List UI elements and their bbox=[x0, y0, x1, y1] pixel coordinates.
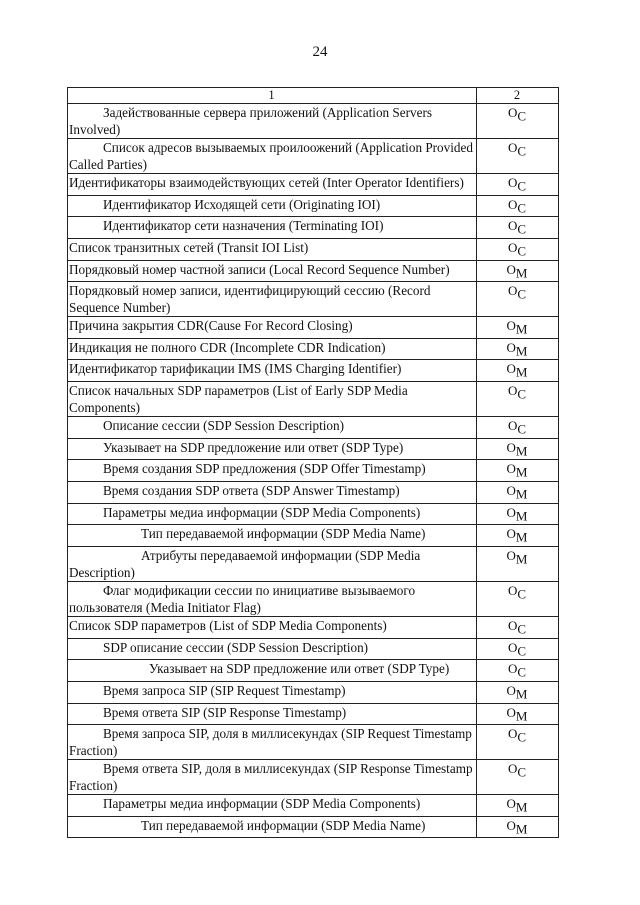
page-number: 24 bbox=[312, 44, 328, 60]
category-subscript: M bbox=[515, 265, 528, 281]
category-subscript: C bbox=[517, 621, 527, 637]
category-cell bbox=[477, 725, 559, 760]
parameter-name-cell: Порядковый номер частной записи (Local Record Sequence Number) bbox=[68, 260, 477, 282]
parameter-name-cell: Список начальных SDP параметров (List of Early SDP Media Components) bbox=[68, 382, 477, 417]
category-code: O bbox=[507, 726, 518, 742]
category-code: O bbox=[507, 418, 518, 434]
category-code: O bbox=[506, 682, 516, 698]
table-row bbox=[68, 795, 559, 817]
category-subscript: M bbox=[515, 799, 528, 815]
table-row bbox=[68, 174, 559, 196]
category-subscript: M bbox=[515, 551, 528, 567]
category-subscript: C bbox=[517, 764, 527, 780]
table-row bbox=[68, 460, 559, 482]
parameters-table bbox=[67, 87, 559, 838]
parameter-name-cell: Порядковый номер записи, идентифицирующий сессию (Record Sequence Number) bbox=[68, 282, 477, 317]
table-row bbox=[68, 616, 559, 638]
category-subscript: C bbox=[517, 143, 527, 159]
category-cell bbox=[477, 217, 559, 239]
parameter-name-cell: Указывает на SDP предложение или ответ (SDP Type) bbox=[68, 660, 477, 682]
category-code: O bbox=[506, 817, 516, 833]
category-subscript: M bbox=[515, 443, 528, 459]
category-cell bbox=[477, 703, 559, 725]
category-code: O bbox=[506, 318, 516, 334]
category-subscript: M bbox=[515, 343, 528, 359]
table-row bbox=[68, 681, 559, 703]
parameter-name-cell: Индикация не полного CDR (Incomplete CDR Indication) bbox=[68, 338, 477, 360]
table-row bbox=[68, 660, 559, 682]
category-subscript: M bbox=[515, 708, 528, 724]
category-cell bbox=[477, 139, 559, 174]
category-code: O bbox=[506, 339, 516, 355]
category-code: O bbox=[507, 582, 518, 598]
category-code: O bbox=[507, 105, 518, 120]
category-subscript: M bbox=[515, 321, 528, 337]
parameter-name-cell: Список адресов вызываемых проилоожений (Application Provided Called Parties) bbox=[68, 139, 477, 174]
category-subscript: M bbox=[515, 686, 528, 702]
category-subscript: M bbox=[515, 365, 528, 381]
category-subscript: C bbox=[517, 108, 527, 124]
category-code: O bbox=[507, 218, 518, 234]
category-cell bbox=[477, 104, 559, 139]
table-row bbox=[68, 525, 559, 547]
table-row bbox=[68, 703, 559, 725]
parameter-name-cell: Атрибуты передаваемой информации (SDP Media Description) bbox=[68, 546, 477, 581]
category-code: O bbox=[507, 239, 518, 255]
parameter-name-cell: Идентификатор сети назначения (Terminating IOI) bbox=[68, 217, 477, 239]
parameter-name-cell: Тип передаваемой информации (SDP Media Name) bbox=[68, 816, 477, 838]
category-cell bbox=[477, 195, 559, 217]
table-row bbox=[68, 760, 559, 795]
parameter-name-cell: Время запроса SIP (SIP Request Timestamp) bbox=[68, 681, 477, 703]
table-header-row bbox=[68, 88, 559, 104]
category-cell bbox=[477, 360, 559, 382]
category-subscript: C bbox=[517, 200, 527, 216]
category-cell bbox=[477, 238, 559, 260]
category-cell bbox=[477, 460, 559, 482]
category-subscript: C bbox=[517, 178, 527, 194]
category-code: O bbox=[507, 175, 518, 190]
parameter-name-cell: Параметры медиа информации (SDP Media Components) bbox=[68, 503, 477, 525]
parameter-name-cell: Список SDP параметров (List of SDP Media Components) bbox=[68, 616, 477, 638]
parameter-name-cell: Задействованные сервера приложений (Application Servers Involved) bbox=[68, 104, 477, 139]
category-cell bbox=[477, 660, 559, 682]
category-cell bbox=[477, 482, 559, 504]
table-row bbox=[68, 482, 559, 504]
category-code: O bbox=[506, 796, 516, 812]
parameter-name-cell: Тип передаваемой информации (SDP Media Name) bbox=[68, 525, 477, 547]
category-subscript: M bbox=[515, 465, 528, 481]
table-row bbox=[68, 217, 559, 239]
category-code: O bbox=[507, 617, 518, 633]
table-row bbox=[68, 317, 559, 339]
category-subscript: M bbox=[515, 508, 528, 524]
category-code: O bbox=[507, 661, 518, 677]
category-code: O bbox=[507, 761, 518, 777]
category-code: O bbox=[506, 361, 516, 377]
parameter-name-cell: Флаг модификации сессии по инициативе вызываемого пользователя (Media Initiator Flag) bbox=[68, 581, 477, 616]
header-col-1: 1 bbox=[68, 88, 477, 104]
table-row bbox=[68, 338, 559, 360]
parameter-name-cell: Список транзитных сетей (Transit IOI List) bbox=[68, 238, 477, 260]
category-code: O bbox=[506, 439, 516, 455]
category-code: O bbox=[507, 196, 518, 212]
category-cell bbox=[477, 760, 559, 795]
table-row bbox=[68, 581, 559, 616]
parameter-name-cell: SDP описание сессии (SDP Session Description) bbox=[68, 638, 477, 660]
category-subscript: C bbox=[517, 386, 527, 402]
parameter-name-cell: Параметры медиа информации (SDP Media Components) bbox=[68, 795, 477, 817]
table-row bbox=[68, 438, 559, 460]
parameter-name-cell: Указывает на SDP предложение или ответ (SDP Type) bbox=[68, 438, 477, 460]
category-cell bbox=[477, 317, 559, 339]
category-code: O bbox=[506, 504, 516, 520]
category-code: O bbox=[507, 283, 518, 299]
category-cell bbox=[477, 546, 559, 581]
category-code: O bbox=[506, 547, 516, 563]
category-code: O bbox=[507, 140, 518, 155]
category-code: O bbox=[506, 261, 516, 277]
category-cell bbox=[477, 795, 559, 817]
parameter-name-cell: Идентификатор тарификации IMS (IMS Charging Identifier) bbox=[68, 360, 477, 382]
parameter-name-cell: Идентификатор Исходящей сети (Originating IOI) bbox=[68, 195, 477, 217]
table-row bbox=[68, 104, 559, 139]
parameter-name-cell: Описание сессии (SDP Session Description) bbox=[68, 417, 477, 439]
table-row bbox=[68, 382, 559, 417]
category-cell bbox=[477, 382, 559, 417]
table-row bbox=[68, 238, 559, 260]
parameter-name-cell: Идентификаторы взаимодействующих сетей (Inter Operator Identifiers) bbox=[68, 174, 477, 196]
category-code: O bbox=[506, 461, 516, 477]
category-cell bbox=[477, 438, 559, 460]
category-cell bbox=[477, 681, 559, 703]
category-cell bbox=[477, 282, 559, 317]
parameter-name-cell: Время ответа SIP (SIP Response Timestamp) bbox=[68, 703, 477, 725]
category-code: O bbox=[506, 483, 516, 499]
category-subscript: C bbox=[517, 286, 527, 302]
category-cell bbox=[477, 581, 559, 616]
table-row bbox=[68, 546, 559, 581]
table-row bbox=[68, 417, 559, 439]
table-row bbox=[68, 195, 559, 217]
category-subscript: C bbox=[517, 729, 527, 745]
category-code: O bbox=[506, 526, 516, 542]
category-cell bbox=[477, 816, 559, 838]
category-subscript: M bbox=[515, 529, 528, 545]
table-row bbox=[68, 282, 559, 317]
parameter-name-cell: Время ответа SIP, доля в миллисекундах (SIP Response Timestamp Fraction) bbox=[68, 760, 477, 795]
category-cell bbox=[477, 260, 559, 282]
category-subscript: C bbox=[517, 421, 527, 437]
category-cell bbox=[477, 525, 559, 547]
table-row bbox=[68, 638, 559, 660]
category-cell bbox=[477, 174, 559, 196]
category-subscript: M bbox=[515, 821, 528, 837]
category-code: O bbox=[506, 704, 516, 720]
parameter-name-cell: Время запроса SIP, доля в миллисекундах (SIP Request Timestamp Fraction) bbox=[68, 725, 477, 760]
table-row bbox=[68, 816, 559, 838]
table-row bbox=[68, 725, 559, 760]
category-cell bbox=[477, 338, 559, 360]
category-cell bbox=[477, 616, 559, 638]
parameter-name-cell: Время создания SDP предложения (SDP Offer Timestamp) bbox=[68, 460, 477, 482]
category-subscript: C bbox=[517, 221, 527, 237]
parameter-name-cell: Время создания SDP ответа (SDP Answer Timestamp) bbox=[68, 482, 477, 504]
category-code: O bbox=[507, 639, 518, 655]
category-code: O bbox=[507, 383, 518, 399]
category-cell bbox=[477, 503, 559, 525]
table-body bbox=[68, 88, 559, 838]
table-row bbox=[68, 360, 559, 382]
header-col-2: 2 bbox=[477, 88, 559, 104]
category-cell bbox=[477, 638, 559, 660]
parameter-name-cell: Причина закрытия CDR(Cause For Record Closing) bbox=[68, 317, 477, 339]
category-subscript: C bbox=[517, 243, 527, 259]
category-subscript: C bbox=[517, 643, 527, 659]
category-subscript: C bbox=[517, 664, 527, 680]
table-row bbox=[68, 139, 559, 174]
table-row bbox=[68, 503, 559, 525]
table-row bbox=[68, 260, 559, 282]
category-cell bbox=[477, 417, 559, 439]
category-subscript: C bbox=[517, 586, 527, 602]
category-subscript: M bbox=[515, 486, 528, 502]
